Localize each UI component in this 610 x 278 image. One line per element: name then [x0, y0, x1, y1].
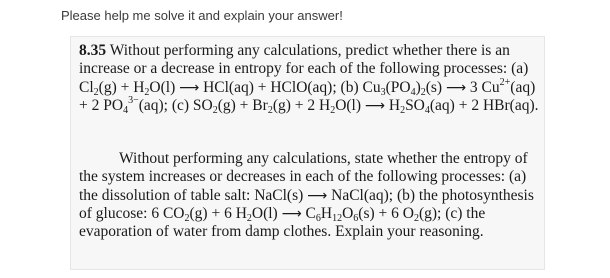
- problem-number: 8.35: [79, 42, 107, 59]
- second-part-b: ; (b) the photosynthesis of glucose:: [79, 186, 534, 222]
- problem-8-35-first-paragraph: 8.35 Without performing any calculations, predict whether there is an increase or a decrease in entropy for each of the following processes: (a) $Cl_2(g) + H_2O(l)$ ⟶ HCl(aq) + HClO(aq); (b) $Cu_3(PO_4)_2(s)$ ⟶ 3 $Cu^{2+}(aq) + 2$ $PO_4^{3-}(aq)$; (c) $SO_2(g) + Br_2(g) + 2$ $H_2O(l)$ ⟶ $H_2SO_4(aq) + 2$ HBr(aq).: [79, 42, 539, 116]
- second-intro: Without performing any calculations, state whether the entropy of the system increases or decreases in each of the following processes: (a) the dissolution of table salt:: [79, 150, 528, 204]
- problem-second-paragraph: Without performing any calculations, state whether the entropy of the system increases or decreases in each of the following processes: (a) the dissolution of table salt: NaCl(s) ⟶ NaCl(aq); (b) the photosynthesis of glucose: 6 $CO_2(g) + 6$ $H_2O(l)$ ⟶ $C_6H_{12}O_6(s) + 6$ $O_2(g)$; (c) the evaporation of water from damp clothes. Explain your reasoning.: [79, 150, 534, 241]
- request-text: Please help me solve it and explain your answer!: [61, 8, 343, 23]
- problem-intro: Without performing any calculations, predict whether there is an increase or a decrease in entropy for each of the following processes: (a): [79, 42, 529, 78]
- problem-image: [70, 36, 545, 270]
- second-part-c: ; (c) the evaporation of water from damp clothes. Explain your reasoning.: [79, 204, 486, 241]
